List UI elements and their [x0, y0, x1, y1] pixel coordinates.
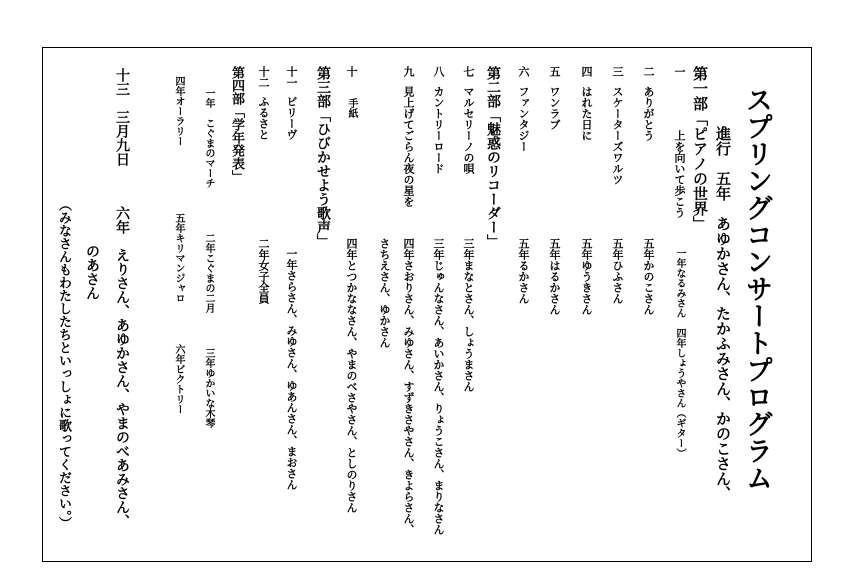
performer: 二年女子全員	[257, 238, 270, 304]
grade-performance: 三年ゆかいな木琴	[203, 348, 214, 428]
performer: 三年じゅんなさん、あいかさん、りょうこさん、まりなさん	[432, 238, 445, 535]
song-title: ワンラブ	[548, 86, 561, 130]
song-title: 上を向いて歩こう	[673, 130, 686, 218]
list-item: 四	[580, 66, 593, 77]
part4-heading: 第四部「学年発表」	[229, 66, 244, 183]
song-title: 手紙	[346, 98, 357, 118]
part2-heading: 第二部「魅惑のリコーダー」	[485, 66, 501, 248]
performer: 五年はるかさん	[548, 238, 561, 315]
list-item: 十二	[257, 66, 270, 88]
list-item: 六	[517, 66, 530, 77]
title-text: スプリングコンサートプログラム	[741, 86, 772, 491]
program-title	[743, 86, 770, 491]
host-names: あゆかさん、たかふみさん、かのこさん、	[714, 216, 732, 501]
closing-performers: 六年 えりさん、あゆかさん、やまのべあみさん、	[114, 206, 130, 528]
performer: 三年まなとさん、しょうまさん	[462, 238, 475, 392]
performer: 五年ゆうきさん	[580, 238, 593, 315]
song-title: マルセリーノの唄	[462, 86, 475, 174]
list-item: 十	[345, 66, 358, 77]
program-frame	[42, 47, 812, 562]
song-title: はれた日に	[580, 86, 593, 141]
performer-continued: さちえさん、ゆかさん	[378, 238, 391, 348]
performer: 五年ひふさん	[611, 238, 624, 304]
grade-performance: 四年オーラリー	[173, 76, 184, 146]
performer: 一年なるみさん 四年しょうやさん（ギター）	[674, 248, 685, 458]
part1-heading: 第一部「ピアノの世界」	[691, 66, 709, 231]
song-title: 見上げてごらん夜の星を	[402, 86, 415, 207]
grade-performance: 六年ビクトリー	[173, 344, 184, 414]
grade-performance: 一年 こぐまのマーチ	[203, 88, 214, 188]
song-title: ファンタジー	[517, 86, 530, 152]
host-grade: 五年	[714, 171, 732, 201]
list-item: 二	[642, 66, 655, 77]
host-line	[715, 126, 730, 501]
closing-performers-continued: のあさん	[84, 244, 100, 300]
performer: 一年さらさん、みゆさん、ゆあんさん、まおさん	[285, 248, 298, 490]
performer: 四年さおりさん、みゆさん、すずきさやさん、きよらさん、	[402, 238, 415, 535]
song-title: ありがとう	[642, 86, 655, 141]
song-title: ふるさと	[257, 96, 270, 140]
song-title: ビリーヴ	[285, 96, 298, 140]
performer: 四年とつかななさん、やまのべさやさん、としのりさん	[345, 238, 358, 513]
list-item: 九	[402, 66, 415, 77]
host-label: 進行	[714, 126, 732, 156]
closing-note: （みなさんもわたしたちといっしょに歌ってください。）	[56, 198, 71, 530]
performer: 五年かのこさん	[642, 238, 655, 315]
grade-performance: 二年こぐまの二月	[203, 233, 214, 313]
list-item: 八	[432, 66, 445, 77]
list-item: 三	[611, 66, 624, 77]
grade-performance: 五年キリマンジャロ	[173, 213, 184, 303]
list-item: 一	[673, 66, 686, 77]
list-item: 五	[548, 66, 561, 77]
song-title: スケーターズワルツ	[611, 86, 624, 185]
song-title: カントリーロード	[432, 86, 445, 174]
performer: 五年るかさん	[517, 238, 530, 304]
part3-heading: 第三部「ひびかせよう歌声」	[315, 66, 331, 248]
list-item: 七	[462, 66, 475, 77]
list-item: 十一	[285, 66, 298, 88]
closing-date: 十三 三月九日	[114, 68, 130, 166]
